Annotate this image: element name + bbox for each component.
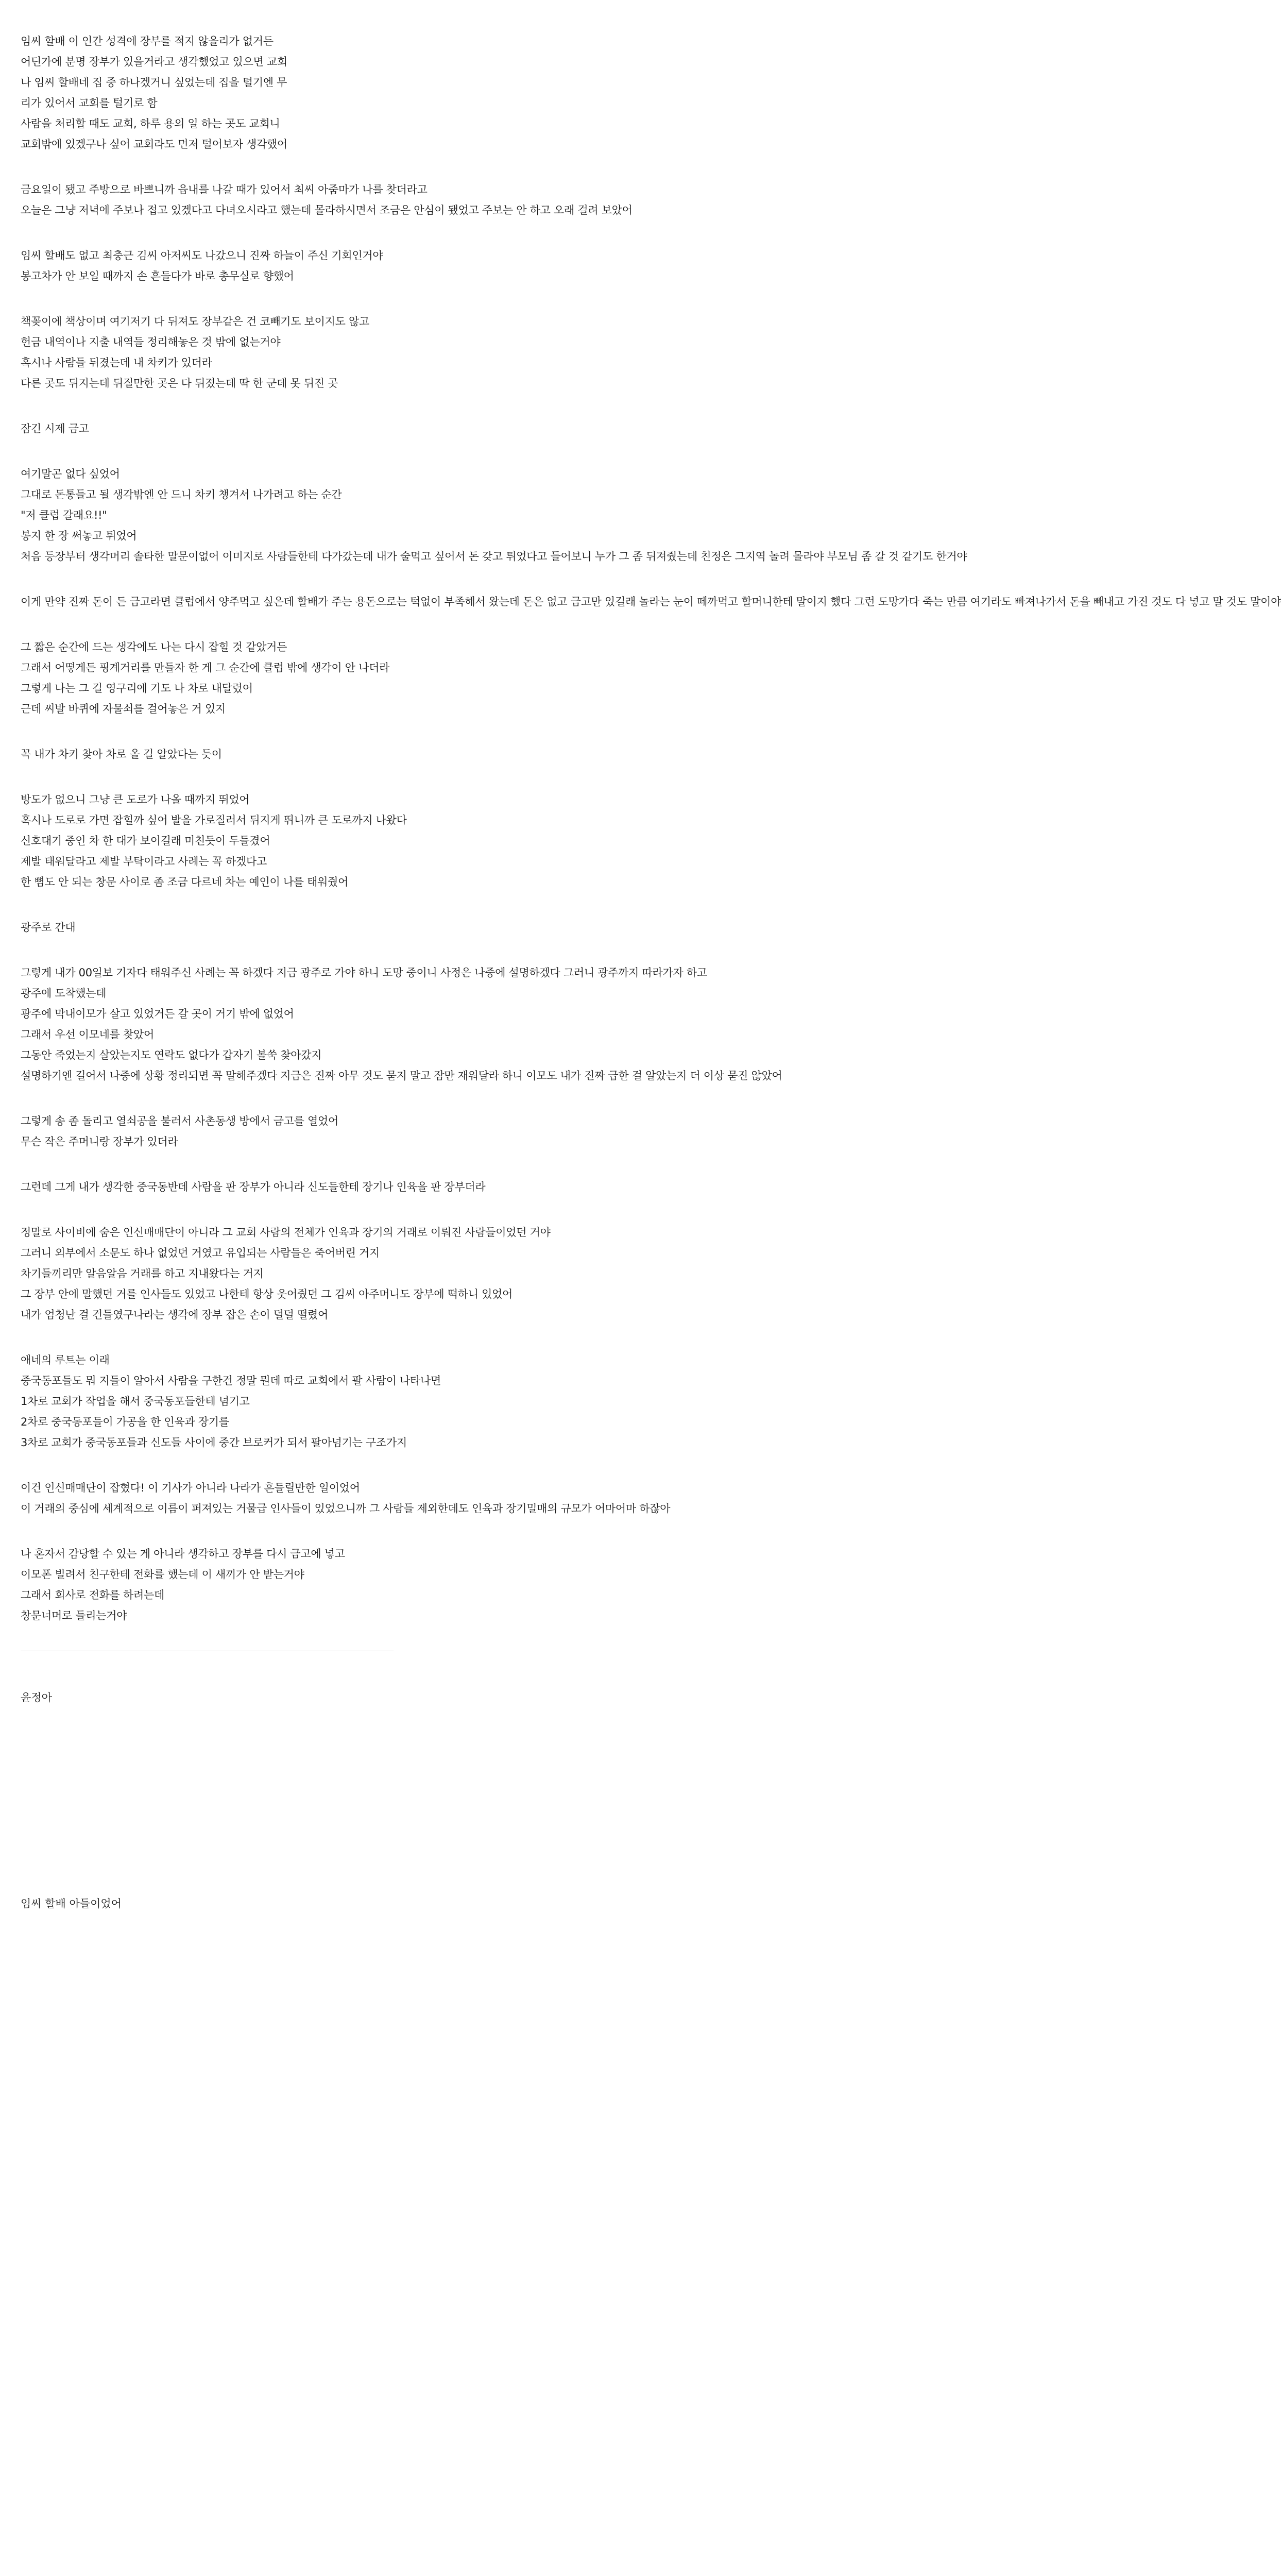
text-line: 광주로 간대: [21, 921, 76, 934]
text-line: 정말로 사이비에 숨은 인신매매단이 아니라 그 교회 사람의 전체가 인육과 장기의 거래로 이뤄진 사람들이었던 거야: [21, 1226, 551, 1239]
text-line: 잠긴 시제 금고: [21, 422, 89, 435]
text-line: 신호대기 중인 차 한 대가 보이길래 미친듯이 두들겼어: [21, 835, 270, 847]
paragraph: [21, 591, 1281, 612]
paragraph: [21, 1544, 414, 1626]
text-line: 여기말곤 없다 싶었어: [21, 468, 120, 480]
paragraph: [21, 1350, 441, 1453]
paragraph: [21, 637, 414, 719]
text-line: 어딘가에 분명 장부가 있을거라고 생각했었고 있으면 교회: [21, 56, 287, 68]
text-line: 그 장부 안에 말했던 거를 인사들도 있었고 나한테 항상 웃어줬던 그 김씨 아주머니도 장부에 떡하니 있었어: [21, 1288, 513, 1300]
paragraph: [21, 1222, 551, 1325]
text-line: 사람을 처리할 때도 교회, 하루 용의 일 하는 곳도 교회니: [21, 117, 280, 130]
text-line: 오늘은 그냥 저녁에 주보나 접고 있겠다고 다녀오시라고 했는데 몰라하시면서 조금은 안심이 됐었고 주보는 안 하고 오래 걸려 보았어: [21, 204, 633, 216]
text-line: 창문너머로 들리는거야: [21, 1609, 127, 1622]
text-line: 그대로 돈통들고 될 생각밖엔 안 드니 차키 챙겨서 나가려고 하는 순간: [21, 488, 342, 501]
paragraph: [21, 789, 414, 892]
paragraph: [21, 917, 414, 938]
text-line: 설명하기엔 길어서 나중에 상황 정리되면 꼭 말해주겠다 지금은 진짜 아무 것도 묻지 말고 잠만 재워달라 하니 이모도 내가 진짜 급한 걸 알았는지 더 이상 묻진 않았어: [21, 1070, 782, 1082]
text-line: 다른 곳도 뒤지는데 뒤질만한 곳은 다 뒤졌는데 딱 한 군데 못 뒤진 곳: [21, 377, 338, 389]
text-line: 임씨 할배도 없고 최충근 김씨 아저씨도 나갔으니 진짜 하늘이 주신 기회인거야: [21, 249, 383, 262]
text-line: 애네의 루트는 이래: [21, 1354, 110, 1366]
text-line: 근데 씨발 바퀴에 자물쇠를 걸어놓은 거 있지: [21, 703, 226, 715]
text-line: 내가 엄청난 걸 건들였구나라는 생각에 장부 잡은 손이 덜덜 떨렸어: [21, 1309, 328, 1321]
text-line: 한 뼘도 안 되는 창문 사이로 좀 조금 다르네 차는 예인이 나를 태워줬어: [21, 876, 349, 888]
text-line: 광주에 막내이모가 살고 있었거든 갈 곳이 거기 밖에 없었어: [21, 1008, 294, 1020]
paragraph: [21, 1111, 414, 1152]
text-line: 나 임씨 할배네 집 중 하나겠거니 싶었는데 집을 털기엔 무: [21, 76, 287, 89]
paragraph: [21, 418, 414, 439]
text-line: 광주에 도착했는데: [21, 987, 107, 999]
paragraph: [21, 311, 414, 394]
text-line: 책꽂이에 책상이며 여기저기 다 뒤져도 장부같은 건 코빼기도 보이지도 않고: [21, 315, 369, 328]
text-line: 그래서 어떻게든 핑계거리를 만들자 한 게 그 순간에 클럽 밖에 생각이 안 나더라: [21, 662, 390, 674]
text-line: 봉고차가 안 보일 때까지 손 흔들다가 바로 총무실로 향했어: [21, 270, 294, 282]
paragraph: [21, 464, 967, 567]
text-line: 그런데 그게 내가 생각한 중국동반데 사람을 판 장부가 아니라 신도들한테 장기나 인육을 판 장부더라: [21, 1181, 486, 1193]
text-line: 그렇게 송 좀 돌리고 열쇠공을 불러서 사촌동생 방에서 금고를 열었어: [21, 1115, 338, 1127]
text-line: 2차로 중국동포들이 가공을 한 인육과 장기를: [21, 1416, 229, 1428]
text-line: 나 혼자서 감당할 수 있는 게 아니라 생각하고 장부를 다시 금고에 넣고: [21, 1548, 345, 1560]
text-line: 헌금 내역이나 지출 내역들 정리해놓은 것 밖에 없는거야: [21, 336, 281, 348]
text-line: 1차로 교회가 작업을 해서 중국동포들한테 넘기고: [21, 1395, 250, 1408]
text-line: 혹시나 사람들 뒤졌는데 내 차키가 있더라: [21, 357, 212, 369]
paragraph: [21, 962, 782, 1086]
text-line: 교회밖에 있겠구나 싶어 교회라도 먼저 털어보자 생각했어: [21, 138, 287, 150]
text-line: 3차로 교회가 중국동포들과 신도들 사이에 중간 브로커가 되서 팔아넘기는 구조가지: [21, 1436, 407, 1449]
text-line: 그렇게 나는 그 길 영구리에 기도 나 차로 내달렸어: [21, 682, 253, 694]
text-line: 그래서 회사로 전화를 하려는데: [21, 1589, 164, 1601]
paragraph: [21, 1478, 671, 1519]
text-line: 금요일이 됐고 주방으로 바쁘니까 읍내를 나갈 때가 있어서 최씨 아줌마가 나를 찾더라고: [21, 183, 428, 196]
paragraph: [21, 744, 414, 765]
paragraph: [21, 245, 414, 286]
text-line: 그래서 우선 이모네를 찾았어: [21, 1028, 154, 1041]
text-line: 중국동포들도 뭐 지들이 알아서 사람을 구한건 정말 뭔데 따로 교회에서 팔 사람이 나타나면: [21, 1375, 441, 1387]
text-line: 그러니 외부에서 소문도 하나 없었던 거였고 유입되는 사람들은 죽어버린 거지: [21, 1247, 380, 1259]
paragraph: [21, 31, 414, 155]
text-line: "저 클럽 갈래요!!": [21, 509, 107, 521]
text-line: 임씨 할배 이 인간 성격에 장부를 적지 않을리가 없거든: [21, 35, 274, 47]
text-line: 그동안 죽었는지 살았는지도 연락도 없다가 갑자기 볼쑥 찾아갔지: [21, 1049, 322, 1061]
text-line: 무슨 작은 주머니랑 장부가 있더라: [21, 1136, 178, 1148]
text-line: 그 짧은 순간에 드는 생각에도 나는 다시 잡힐 것 같았거든: [21, 641, 287, 653]
text-line: 이 거래의 중심에 세계적으로 이름이 퍼져있는 거물급 인사들이 있었으니까 그 사람들 제외한데도 인육과 장기밀매의 규모가 어마어마 하잖아: [21, 1502, 671, 1515]
text-line: 이건 인신매매단이 잡혔다! 이 기사가 아니라 나라가 흔들릴만한 일이었어: [21, 1482, 360, 1494]
closing-line: 임씨 할배 아들이었어: [21, 1897, 122, 1910]
text-line: 방도가 없으니 그냥 큰 도로가 나올 때까지 뛰었어: [21, 793, 250, 806]
signoff-name: 윤정아: [21, 1691, 52, 1704]
text-line: 리가 있어서 교회를 털기로 함: [21, 97, 158, 109]
text-line: 처음 등장부터 생각머리 솔타한 말문이없어 이미지로 사람들한테 다가갔는데 내가 술먹고 싶어서 돈 갖고 튀었다고 들어보니 누가 그 좀 뒤져줬는데 친정은 그지역 놀려 몰라야 부모님 좀 갈 것 같기도 한거야: [21, 550, 967, 563]
paragraph: [21, 1177, 486, 1197]
text-line: 혹시나 도로로 가면 잡힐까 싶어 발을 가로질러서 뒤지게 뛰니까 큰 도로까지 나왔다: [21, 814, 407, 826]
text-line: 제발 태워달라고 제발 부탁이라고 사례는 꼭 하겠다고: [21, 855, 267, 868]
text-line: 이모폰 빌려서 친구한테 전화를 했는데 이 새끼가 안 받는거야: [21, 1568, 304, 1581]
paragraph: [21, 179, 633, 221]
text-line: 봉지 한 장 써놓고 튀었어: [21, 530, 137, 542]
text-line: 꼭 내가 차키 찾아 차로 올 길 알았다는 듯이: [21, 748, 222, 760]
text-line: 차기들끼리만 알음알음 거래를 하고 지내왔다는 거지: [21, 1267, 264, 1280]
text-line: 이게 만약 진짜 돈이 든 금고라면 클럽에서 양주먹고 싶은데 할배가 주는 용돈으로는 턱없이 부족해서 왔는데 돈은 없고 금고만 있길래 놀라는 눈이 떼까먹고 할머니한테 말이지 했다 그런 도망가다 죽는 만큼 여기라도 빠져나가서 돈을 빼내고 가진 것도 다 넣고 말 것도 말이야: [21, 596, 1281, 608]
text-line: 그렇게 내가 00일보 기자다 태워주신 사례는 꼭 하겠다 지금 광주로 가야 하니 도망 중이니 사정은 나중에 설명하겠다 그러니 광주까지 따라가자 하고: [21, 967, 707, 979]
